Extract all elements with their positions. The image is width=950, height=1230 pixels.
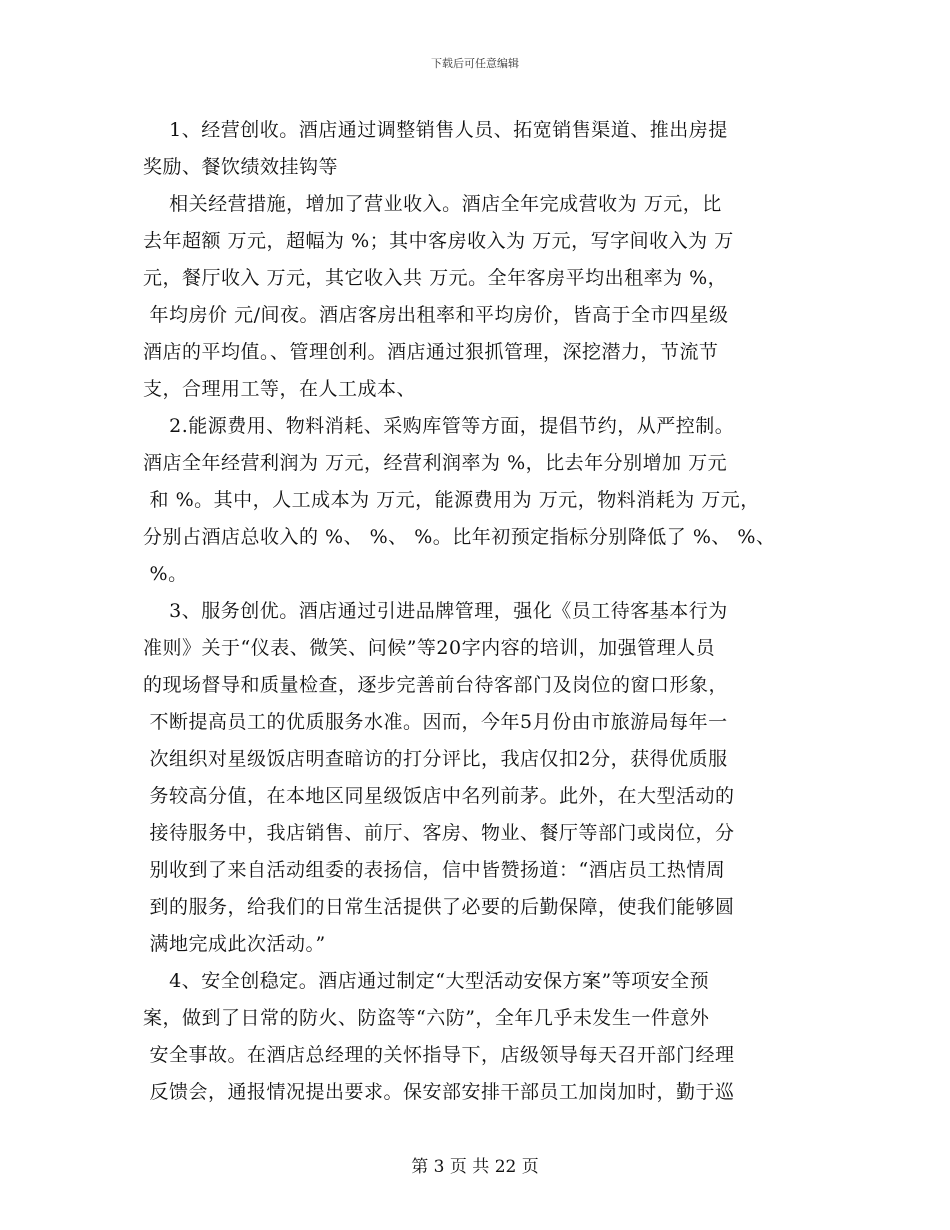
text-line: 酒店全年经营利润为 万元，经营利润率为 %，比去年分别增加 万元 (143, 452, 728, 474)
text-line: 4、安全创稳定。酒店通过制定“大型活动安保方案”等项安全预 (143, 970, 710, 992)
text-line: 奖励、餐饮绩效挂钩等 (143, 156, 339, 178)
text-line: 支，合理用工等，在人工成本、 (143, 378, 417, 400)
text-line: %。 (143, 563, 188, 585)
text-line: 次组织对星级饭店明查暗访的打分评比，我店仅扣2分，获得优质服 (143, 748, 728, 770)
text-line: 酒店的平均值。、管理创利。酒店通过狠抓管理，深挖潜力，节流节 (143, 341, 719, 363)
text-line: 案，做到了日常的防火、防盗等“六防”，全年几乎未发生一件意外 (143, 1007, 710, 1029)
text-line: 元，餐厅收入 万元，其它收入共 万元。全年客房平均出租率为 %， (143, 267, 728, 289)
text-line: 分别占酒店总收入的 %、 %、 %。比年初预定指标分别降低了 %、 %、 (143, 526, 776, 548)
document-body (143, 112, 813, 1111)
text-line: 年均房价 元/间夜。酒店客房出租率和平均房价，皆高于全市四星级 (143, 304, 729, 326)
text-line: 去年超额 万元，超幅为 %；其中客房收入为 万元，写字间收入为 万 (143, 230, 734, 252)
text-line: 反馈会，通报情况提出要求。保安部安排干部员工加岗加时，勤于巡 (143, 1081, 735, 1103)
text-line: 3、服务创优。酒店通过引进品牌管理，强化《员工待客基本行为 (143, 600, 728, 622)
text-line: 相关经营措施，增加了营业收入。酒店全年完成营收为 万元，比 (143, 193, 722, 215)
text-line: 不断提高员工的优质服务水准。因而，今年5月份由市旅游局每年一 (143, 711, 728, 733)
page-number: 第 3 页 共 22 页 (411, 1157, 539, 1177)
text-line: 到的服务，给我们的日常生活提供了必要的后勤保障，使我们能够圆 (143, 896, 735, 918)
text-line: 和 %。其中，人工成本为 万元，能源费用为 万元，物料消耗为 万元， (143, 489, 760, 511)
page-header: 下载后可任意编辑 (431, 57, 519, 70)
text-line: 满地完成此次活动。” (143, 933, 326, 955)
text-line: 安全事故。在酒店总经理的关怀指导下，店级领导每天召开部门经理 (143, 1044, 735, 1066)
text-line: 接待服务中，我店销售、前厅、客房、物业、餐厅等部门或岗位，分 (143, 822, 735, 844)
text-line: 的现场督导和质量检查，逐步完善前台待客部门及岗位的窗口形象， (143, 674, 729, 696)
text-line: 2.能源费用、物料消耗、采购库管等方面，提倡节约，从严控制。 (143, 415, 735, 437)
text-line: 别收到了来自活动组委的表扬信，信中皆赞扬道：“酒店员工热情周 (143, 859, 726, 881)
text-line: 1、经营创收。酒店通过调整销售人员、拓宽销售渠道、推出房提 (143, 119, 728, 141)
text-line: 务较高分值，在本地区同星级饭店中名列前茅。此外，在大型活动的 (143, 785, 735, 807)
text-line: 准则》关于“仪表、微笑、问候”等20字内容的培训，加强管理人员 (143, 637, 716, 659)
